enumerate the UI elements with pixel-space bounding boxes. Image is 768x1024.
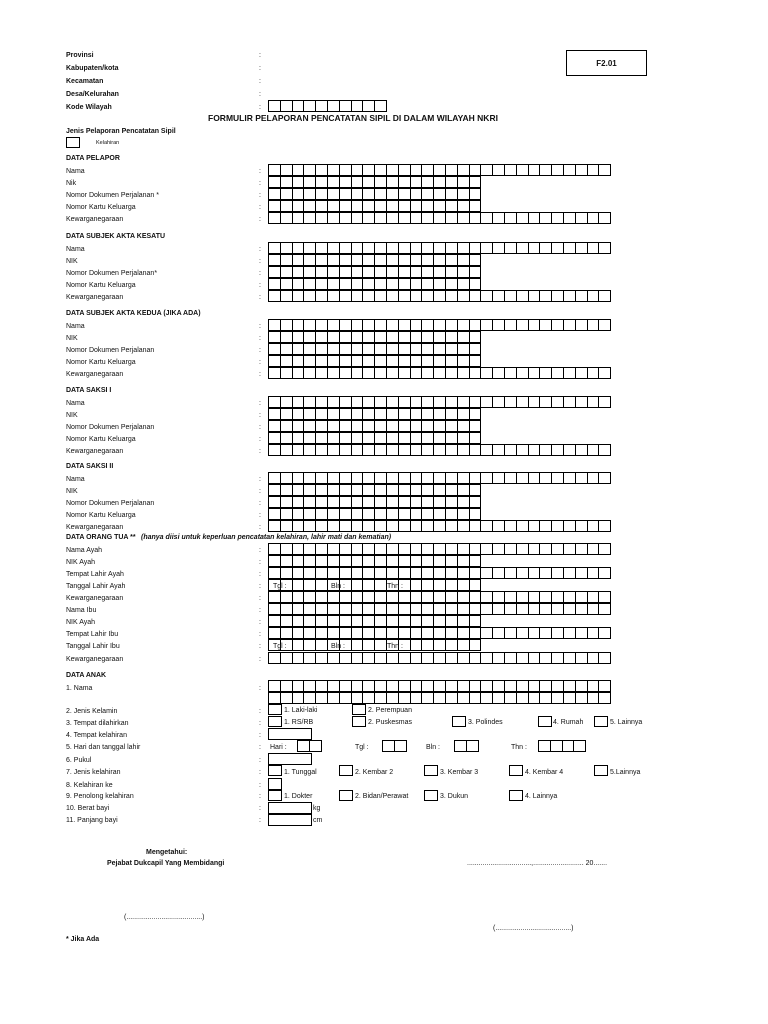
jk-kembar2-label: 2. Kembar 2 [355, 769, 394, 776]
colon: : [259, 744, 261, 751]
colon: : [259, 583, 261, 590]
pejabat-label: Pejabat Dukcapil Yang Membidangi [107, 860, 225, 867]
orangtua-section-title: DATA ORANG TUA ** [66, 534, 136, 541]
td-rumah-checkbox[interactable] [538, 716, 552, 727]
colon: : [259, 104, 261, 111]
grid-cell[interactable] [573, 740, 586, 752]
report-type-label: Jenis Pelaporan Pencatatan Sipil [66, 128, 176, 135]
saksi2-section-title: DATA SAKSI II [66, 463, 114, 470]
saksi2-field-grid[interactable] [268, 484, 480, 496]
colon: : [259, 571, 261, 578]
saksi1-field-label: Kewarganegaraan [66, 448, 124, 455]
grid-cell[interactable] [598, 396, 611, 408]
pn-lainnya-label: 4. Lainnya [525, 793, 558, 800]
subjek2-field-label: Nomor Dokumen Perjalanan [66, 347, 155, 354]
grid-cell[interactable] [469, 496, 482, 508]
subjek2-field-label: Kewarganegaraan [66, 371, 124, 378]
saksi1-field-grid[interactable] [268, 396, 610, 408]
hari-grid[interactable] [297, 740, 321, 752]
orangtua-date-grid[interactable] [268, 579, 480, 591]
grid-cell[interactable] [598, 472, 611, 484]
orangtua-field-grid[interactable] [268, 652, 610, 664]
grid-cell[interactable] [598, 627, 611, 639]
subjek2-section-title: DATA SUBJEK AKTA KEDUA (JIKA ADA) [66, 310, 201, 317]
td-rs-label: 1. RS/RB [284, 719, 314, 726]
saksi2-field-label: Kewarganegaraan [66, 524, 124, 531]
saksi2-field-label: Nama [66, 476, 85, 483]
orangtua-field-grid[interactable] [268, 555, 480, 567]
colon: : [259, 258, 261, 265]
anak-label-tempat-kelahiran: 4. Tempat kelahiran [66, 732, 127, 739]
colon: : [259, 216, 261, 223]
subjek1-section-title: DATA SUBJEK AKTA KESATU [66, 233, 166, 240]
orangtua-date-tgl-label: Tgl : [273, 583, 287, 590]
orangtua-field-label: Kewarganegaraan [66, 595, 124, 602]
anak-label-hari-tanggal: 5. Hari dan tanggal lahir [66, 744, 141, 751]
grid-cell[interactable] [469, 331, 482, 343]
mengetahui-label: Mengetahui: [146, 849, 188, 856]
orangtua-field-label: Tempat Lahir Ibu [66, 631, 119, 638]
td-rumah-label: 4. Rumah [553, 719, 584, 726]
orangtua-field-grid[interactable] [268, 627, 610, 639]
pelapor-field-label: Nomor Dokumen Perjalanan * [66, 192, 159, 199]
subjek1-field-label: Nomor Kartu Keluarga [66, 282, 136, 289]
subjek1-field-grid[interactable] [268, 254, 480, 266]
pelapor-field-grid[interactable] [268, 200, 480, 212]
colon: : [259, 335, 261, 342]
subjek1-field-grid[interactable] [268, 278, 480, 290]
pn-dokter-label: 1. Dokter [284, 793, 313, 800]
pelapor-field-label: Nik [66, 180, 77, 187]
orangtua-field-label: Tanggal Lahir Ayah [66, 583, 126, 590]
thn-label: Thn : [511, 744, 527, 751]
colon: : [259, 488, 261, 495]
colon: : [259, 282, 261, 289]
colon: : [259, 448, 261, 455]
kelahiran-ke-input[interactable] [268, 778, 282, 790]
saksi1-field-grid[interactable] [268, 432, 480, 444]
kelahiran-checkbox[interactable] [66, 137, 80, 148]
grid-cell[interactable] [469, 408, 482, 420]
place-date: .................................,.......................... 20....... [467, 860, 608, 867]
subjek2-field-grid[interactable] [268, 367, 610, 379]
pelapor-field-grid[interactable] [268, 176, 480, 188]
grid-cell[interactable] [469, 355, 482, 367]
grid-cell[interactable] [469, 188, 482, 200]
colon: : [259, 524, 261, 531]
subjek2-field-grid[interactable] [268, 319, 610, 331]
anak-label-jenis-kelahiran: 7. Jenis kelahiran [66, 769, 121, 776]
grid-cell[interactable] [598, 543, 611, 555]
saksi1-field-grid[interactable] [268, 420, 480, 432]
grid-cell[interactable] [598, 603, 611, 615]
colon: : [259, 732, 261, 739]
colon: : [259, 168, 261, 175]
colon: : [259, 91, 261, 98]
td-lainnya-checkbox[interactable] [594, 716, 608, 727]
saksi1-field-label: Nama [66, 400, 85, 407]
kode-wilayah-boxes[interactable] [268, 100, 386, 112]
pn-lainnya-checkbox[interactable] [509, 790, 523, 801]
panjang-unit: cm [313, 817, 323, 824]
pn-dukun-checkbox[interactable] [424, 790, 438, 801]
td-puskesmas-label: 2. Puskesmas [368, 719, 412, 726]
jk-kembar4-label: 4. Kembar 4 [525, 769, 564, 776]
form-code: F2.01 [596, 58, 617, 68]
anak-label-pukul: 6. Pukul [66, 757, 92, 764]
subjek2-field-grid[interactable] [268, 355, 480, 367]
label-provinsi: Provinsi [66, 52, 94, 59]
grid-cell[interactable] [598, 680, 611, 692]
form-code-box [566, 50, 647, 76]
colon: : [259, 270, 261, 277]
subjek1-field-label: NIK [66, 258, 78, 265]
footnote: * Jika Ada [66, 936, 100, 943]
colon: : [259, 500, 261, 507]
saksi1-section-title: DATA SAKSI I [66, 387, 112, 394]
saksi2-field-grid[interactable] [268, 508, 480, 520]
pelapor-section-title: DATA PELAPOR [66, 155, 120, 162]
pelapor-field-grid[interactable] [268, 188, 480, 200]
grid-cell[interactable] [598, 591, 611, 603]
panjang-input[interactable] [268, 814, 312, 826]
grid-cell[interactable] [469, 420, 482, 432]
subjek2-field-grid[interactable] [268, 343, 480, 355]
anak-label-kelahiran-ke: 8. Kelahiran ke [66, 782, 113, 789]
saksi1-field-label: Nomor Dokumen Perjalanan [66, 424, 155, 431]
pelapor-field-grid[interactable] [268, 164, 610, 176]
colon: : [259, 643, 261, 650]
saksi1-field-grid[interactable] [268, 444, 610, 456]
subjek1-field-label: Nama [66, 246, 85, 253]
colon: : [259, 793, 261, 800]
jk-kembar3-checkbox[interactable] [424, 765, 438, 776]
grid-cell[interactable] [598, 242, 611, 254]
kelahiran-label: Kelahiran [96, 140, 120, 146]
anak-nama-grid-1[interactable] [268, 680, 610, 692]
jk-tunggal-checkbox[interactable] [268, 765, 282, 776]
subjek1-field-grid[interactable] [268, 242, 610, 254]
subjek2-field-grid[interactable] [268, 331, 480, 343]
tgl-label: Tgl : [355, 744, 369, 751]
saksi2-field-label: Nomor Kartu Keluarga [66, 512, 136, 519]
colon: : [259, 595, 261, 602]
jk-laki-checkbox[interactable] [268, 704, 282, 715]
anak-label-tempat-dilahirkan: 3. Tempat dilahirkan [66, 720, 129, 727]
subjek2-field-label: Nomor Kartu Keluarga [66, 359, 136, 366]
bln-grid[interactable] [454, 740, 478, 752]
berat-input[interactable] [268, 802, 312, 814]
colon: : [259, 371, 261, 378]
colon: : [259, 347, 261, 354]
label-kode-wilayah: Kode Wilayah [66, 104, 112, 111]
colon: : [259, 412, 261, 419]
orangtua-field-grid[interactable] [268, 591, 610, 603]
orangtua-field-grid[interactable] [268, 603, 610, 615]
colon: : [259, 656, 261, 663]
grid-cell[interactable] [469, 266, 482, 278]
orangtua-date-thn-label: Thn : [387, 583, 403, 590]
orangtua-date-grid[interactable] [268, 639, 480, 651]
grid-cell[interactable] [469, 579, 482, 591]
colon: : [259, 180, 261, 187]
orangtua-field-label: Nama Ibu [66, 607, 97, 614]
colon: : [259, 476, 261, 483]
grid-cell[interactable] [469, 176, 482, 188]
anak-label-nama: 1. Nama [66, 685, 93, 692]
orangtua-field-label: Tempat Lahir Ayah [66, 571, 124, 578]
colon: : [259, 294, 261, 301]
orangtua-date-thn-label: Thn : [387, 643, 403, 650]
grid-cell[interactable] [598, 290, 611, 302]
grid-cell[interactable] [598, 164, 611, 176]
grid-cell[interactable] [309, 740, 322, 752]
grid-cell[interactable] [598, 444, 611, 456]
colon: : [259, 512, 261, 519]
colon: : [259, 424, 261, 431]
grid-cell[interactable] [394, 740, 407, 752]
jk-lainnya-label: 5.Lainnya [610, 769, 641, 776]
saksi2-field-grid[interactable] [268, 520, 610, 532]
colon: : [259, 782, 261, 789]
pelapor-field-label: Nama [66, 168, 85, 175]
orangtua-field-grid[interactable] [268, 615, 480, 627]
grid-cell[interactable] [469, 278, 482, 290]
grid-cell[interactable] [469, 639, 482, 651]
signature-left: (.......................................) [124, 914, 205, 921]
anak-label-penolong: 9. Penolong kelahiran [66, 793, 134, 800]
saksi2-field-grid[interactable] [268, 472, 610, 484]
orangtua-field-label: Kewarganegaraan [66, 656, 124, 663]
colon: : [259, 323, 261, 330]
grid-cell[interactable] [469, 254, 482, 266]
colon: : [259, 708, 261, 715]
orangtua-field-label: Nama Ayah [66, 547, 103, 554]
subjek2-field-label: Nama [66, 323, 85, 330]
colon: : [259, 359, 261, 366]
bln-label: Bln : [426, 744, 441, 751]
colon: : [259, 204, 261, 211]
colon: : [259, 65, 261, 72]
saksi2-field-label: NIK [66, 488, 78, 495]
colon: : [259, 52, 261, 59]
colon: : [259, 400, 261, 407]
subjek1-field-grid[interactable] [268, 290, 610, 302]
jk-laki-label: 1. Laki-laki [284, 707, 318, 714]
jk-tunggal-label: 1. Tunggal [284, 769, 317, 776]
grid-cell[interactable] [469, 508, 482, 520]
label-kecamatan: Kecamatan [66, 78, 104, 85]
saksi1-field-label: NIK [66, 412, 78, 419]
pn-dukun-label: 3. Dukun [440, 793, 469, 800]
td-rs-checkbox[interactable] [268, 716, 282, 727]
jk-lainnya-checkbox[interactable] [594, 765, 608, 776]
jk-kembar4-checkbox[interactable] [509, 765, 523, 776]
grid-cell[interactable] [374, 100, 387, 112]
grid-cell[interactable] [598, 520, 611, 532]
saksi1-field-label: Nomor Kartu Keluarga [66, 436, 136, 443]
colon: : [259, 619, 261, 626]
orangtua-date-bln-label: Bln : [331, 643, 346, 650]
orangtua-field-label: NIK Ayah [66, 619, 96, 626]
colon: : [259, 685, 261, 692]
pelapor-field-grid[interactable] [268, 212, 610, 224]
jk-perempuan-checkbox[interactable] [352, 704, 366, 715]
td-polindes-label: 3. Polindes [468, 719, 503, 726]
pn-bidan-checkbox[interactable] [339, 790, 353, 801]
td-lainnya-label: 5. Lainnya [610, 719, 643, 726]
colon: : [259, 757, 261, 764]
jk-perempuan-label: 2. Perempuan [368, 707, 412, 714]
label-kabupaten: Kabupaten/kota [66, 65, 119, 72]
colon: : [259, 720, 261, 727]
grid-cell[interactable] [598, 367, 611, 379]
pn-dokter-checkbox[interactable] [268, 790, 282, 801]
colon: : [259, 192, 261, 199]
td-puskesmas-checkbox[interactable] [352, 716, 366, 727]
orangtua-date-tgl-label: Tgl : [273, 643, 287, 650]
colon: : [259, 817, 261, 824]
grid-cell[interactable] [469, 555, 482, 567]
orangtua-field-label: NIK Ayah [66, 559, 96, 566]
thn-grid[interactable] [538, 740, 585, 752]
grid-cell[interactable] [469, 432, 482, 444]
grid-cell[interactable] [598, 652, 611, 664]
colon: : [259, 246, 261, 253]
saksi2-field-grid[interactable] [268, 496, 480, 508]
colon: : [259, 769, 261, 776]
colon: : [259, 607, 261, 614]
orangtua-date-bln-label: Bln : [331, 583, 346, 590]
saksi2-field-label: Nomor Dokumen Perjalanan [66, 500, 155, 507]
anak-label-jenis-kelamin: 2. Jenis Kelamin [66, 708, 118, 715]
td-polindes-checkbox[interactable] [452, 716, 466, 727]
pukul-input[interactable] [268, 753, 312, 765]
orangtua-field-label: Tanggal Lahir Ibu [66, 643, 120, 650]
colon: : [259, 805, 261, 812]
subjek1-field-label: Nomor Dokumen Perjalanan* [66, 270, 158, 277]
subjek1-field-grid[interactable] [268, 266, 480, 278]
colon: : [259, 559, 261, 566]
subjek2-field-label: NIK [66, 335, 78, 342]
signature-right: (.......................................) [493, 925, 574, 932]
pelapor-field-label: Kewarganegaraan [66, 216, 124, 223]
grid-cell[interactable] [469, 484, 482, 496]
form-title: FORMULIR PELAPORAN PENCATATAN SIPIL DI DALAM WILAYAH NKRI [208, 113, 498, 123]
jk-kembar3-label: 3. Kembar 3 [440, 769, 479, 776]
grid-cell[interactable] [598, 567, 611, 579]
pn-bidan-label: 2. Bidan/Perawat [355, 793, 409, 800]
grid-cell[interactable] [466, 740, 479, 752]
anak-section-title: DATA ANAK [66, 672, 107, 679]
orangtua-field-grid[interactable] [268, 543, 610, 555]
grid-cell[interactable] [469, 343, 482, 355]
colon: : [259, 78, 261, 85]
saksi1-field-grid[interactable] [268, 408, 480, 420]
tempat-kelahiran-input[interactable] [268, 728, 312, 740]
label-desa: Desa/Kelurahan [66, 91, 119, 98]
berat-unit: kg [313, 805, 321, 812]
colon: : [259, 631, 261, 638]
colon: : [259, 547, 261, 554]
tgl-grid[interactable] [382, 740, 406, 752]
colon: : [259, 436, 261, 443]
grid-cell[interactable] [598, 319, 611, 331]
orangtua-section-note: (hanya diisi untuk keperluan pencatatan kelahiran, lahir mati dan kematian) [141, 534, 392, 541]
anak-label-panjang: 11. Panjang bayi [66, 817, 118, 824]
grid-cell[interactable] [598, 212, 611, 224]
pelapor-field-label: Nomor Kartu Keluarga [66, 204, 136, 211]
jk-kembar2-checkbox[interactable] [339, 765, 353, 776]
orangtua-field-grid[interactable] [268, 567, 610, 579]
anak-nama-grid-2[interactable] [268, 692, 610, 704]
grid-cell[interactable] [598, 692, 611, 704]
hari-label: Hari : [270, 744, 287, 751]
grid-cell[interactable] [469, 615, 482, 627]
subjek1-field-label: Kewarganegaraan [66, 294, 124, 301]
anak-label-berat: 10. Berat bayi [66, 805, 110, 812]
grid-cell[interactable] [469, 200, 482, 212]
